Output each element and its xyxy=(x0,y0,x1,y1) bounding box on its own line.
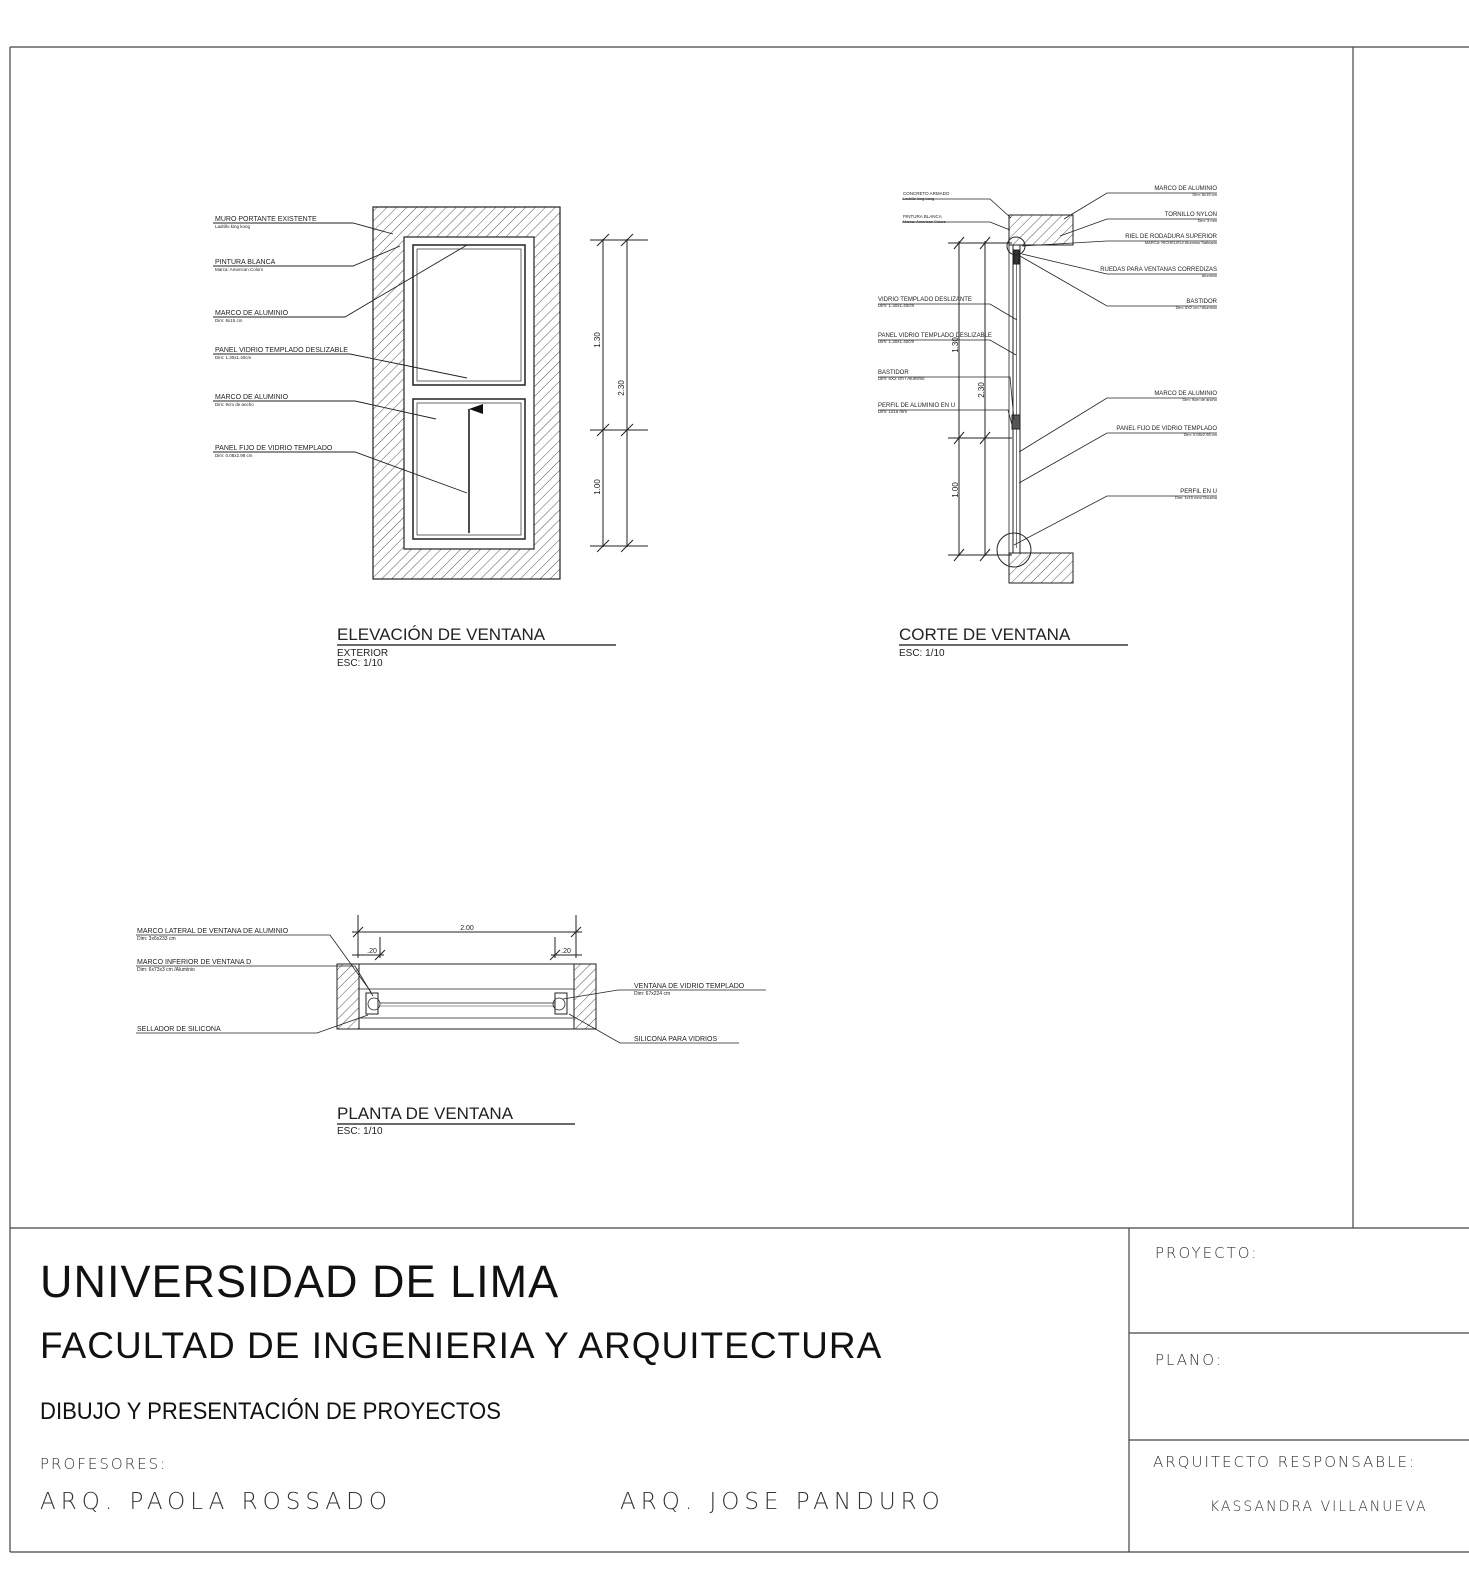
elev-label-title: MARCO DE ALUMINIO xyxy=(215,394,289,401)
sect-label-title: PERFIL EN U xyxy=(1180,489,1217,495)
sect-label-title: PANEL VIDRIO TEMPLADO DESLIZABLE xyxy=(878,333,992,339)
sect-label-sub: Dim: 1x15 mm/ Goucha xyxy=(1174,495,1217,500)
sect-label-title: CONCRETO ARMADO xyxy=(903,191,950,196)
sect-label-sub: Dim: 8x15 cm xyxy=(1192,192,1217,197)
plan-label-sub: Dim: 3x6x233 cm xyxy=(137,936,176,942)
architect-name: KASSANDRA VILLANUEVA xyxy=(1210,1499,1428,1515)
elevation-drawing xyxy=(213,207,648,669)
sect-label-title: MARCO DE ALUMINIO xyxy=(1154,186,1217,192)
sect-label-sub: MARCA: RICHELIEU/ Aluminio Satinado xyxy=(1144,240,1217,245)
sect-label-title: MARCO DE ALUMINIO xyxy=(1154,391,1217,397)
plan-label-title: SELLADOR DE SILICONA xyxy=(137,1026,221,1033)
elev-label-title: PINTURA BLANCA xyxy=(215,259,276,266)
elev-label-title: MURO PORTANTE EXISTENTE xyxy=(215,216,317,223)
sect-label-title: BASTIDOR xyxy=(878,370,909,376)
plan-label-sub: Dim: 6x73x3 cm /Aluminio xyxy=(137,967,195,973)
elev-label-sub: Dim: 1.30x1.40cm xyxy=(215,355,252,360)
sect-label-title: RIEL DE RODADURA SUPERIOR xyxy=(1125,234,1217,240)
sect-label-sub: Aluminio xyxy=(1201,273,1217,278)
section-left-labels xyxy=(878,191,992,414)
elevation-scale: ESC: 1/10 xyxy=(337,658,383,669)
plan-scale: ESC: 1/10 xyxy=(337,1126,383,1137)
plan-label: PLANO: xyxy=(1155,1351,1223,1369)
sect-label-title: VIDRIO TEMPLADO DESLIZANTE xyxy=(878,297,972,303)
section-dim-lower: 1.00 xyxy=(951,482,960,498)
elev-label-sub: Dim: 0.08x2.98 cm xyxy=(215,453,253,458)
section-right-labels xyxy=(1100,186,1218,500)
elev-label-sub: Ladrillo king kong xyxy=(215,224,251,229)
section-drawing xyxy=(878,186,1218,659)
sect-label-title: PINTURA BLANCA xyxy=(903,214,942,219)
elev-label-sub: Dim: 9cm de ancho xyxy=(215,402,254,407)
section-title: CORTE DE VENTANA xyxy=(899,625,1071,644)
sect-label-sub: Dim: 6X2 cm / Aluminio xyxy=(878,376,925,381)
elevation-dim-upper: 1.30 xyxy=(593,332,602,348)
elevation-dim-total: 2.30 xyxy=(617,380,626,396)
professor-2: ARQ. JOSE PANDURO xyxy=(620,1489,945,1515)
professors-label: PROFESORES: xyxy=(40,1455,168,1473)
sect-label-sub: Dim: 1.30x1.40cm xyxy=(878,303,915,308)
sect-label-title: RUEDAS PARA VENTANAS CORREDIZAS xyxy=(1100,267,1217,273)
university-name: UNIVERSIDAD DE LIMA xyxy=(40,1256,560,1307)
elevation-labels xyxy=(215,216,348,458)
plan-label-title: MARCO LATERAL DE VENTANA DE ALUMINIO xyxy=(137,928,289,935)
elev-label-title: MARCO DE ALUMINIO xyxy=(215,310,289,317)
sect-label-title: TORNILLO NYLON xyxy=(1164,212,1217,218)
sect-label-sub: Dim: 1x15 mm xyxy=(878,409,908,414)
sect-label-sub: Ladrillo king kong xyxy=(903,196,935,201)
section-top-slab xyxy=(1009,215,1073,245)
sect-label-sub: Dim: 0.08x2.98 cm xyxy=(1183,432,1217,437)
sect-label-sub: Dim: 3 mm xyxy=(1197,218,1217,223)
plan-label-title: VENTANA DE VIDRIO TEMPLADO xyxy=(634,983,745,990)
sect-label-sub: Dim: 6X2 cm / Aluminio xyxy=(1175,305,1217,310)
project-label: PROYECTO: xyxy=(1155,1244,1259,1262)
faculty-name: FACULTAD DE INGENIERIA Y ARQUITECTURA xyxy=(40,1325,883,1366)
sect-label-title: BASTIDOR xyxy=(1186,299,1217,305)
sect-label-title: PANEL FIJO DE VIDRIO TEMPLADO xyxy=(1116,426,1217,432)
architect-label: ARQUITECTO RESPONSABLE: xyxy=(1153,1453,1417,1471)
sect-label-title: PERFIL DE ALUMINIO EN U xyxy=(878,403,956,409)
elevation-dim-lower: 1.00 xyxy=(593,479,602,495)
sect-label-sub: Dim: 1.30x1.40cm xyxy=(878,339,915,344)
sect-label-sub: Marca: American Colors xyxy=(903,219,946,224)
plan-dim-total: 2.00 xyxy=(460,925,474,932)
sect-label-sub: Dim: 9cm de ancho xyxy=(1182,397,1217,402)
elev-label-title: PANEL VIDRIO TEMPLADO DESLIZABLE xyxy=(215,347,348,354)
plan-dim-right: .20 xyxy=(561,948,571,955)
plan-label-sub: Dim: 67x224 cm xyxy=(634,991,671,997)
plan-label-title: MARCO INFERIOR DE VENTANA D xyxy=(137,959,252,966)
elevation-title: ELEVACIÓN DE VENTANA xyxy=(337,625,546,644)
plan-title: PLANTA DE VENTANA xyxy=(337,1104,514,1123)
plan-drawing xyxy=(136,915,766,1137)
elevation-subtitle: EXTERIOR xyxy=(337,648,389,659)
section-scale: ESC: 1/10 xyxy=(899,648,945,659)
section-dim-total: 2.30 xyxy=(977,382,986,398)
elev-label-sub: Marca: American Colors xyxy=(215,267,264,272)
elev-label-title: PANEL FIJO DE VIDRIO TEMPLADO xyxy=(215,445,333,452)
elev-label-sub: Dim: 8x15 cm xyxy=(215,318,243,323)
plan-label-title: SILICONA PARA VIDRIOS xyxy=(634,1036,718,1043)
section-bottom-slab xyxy=(1009,553,1073,583)
professor-1: ARQ. PAOLA ROSSADO xyxy=(40,1489,392,1515)
section-dim-upper: 1.30 xyxy=(951,337,960,353)
course-name: DIBUJO Y PRESENTACIÓN DE PROYECTOS xyxy=(40,1398,501,1425)
plan-dim-left: .20 xyxy=(367,948,377,955)
plan-labels xyxy=(137,928,745,1043)
